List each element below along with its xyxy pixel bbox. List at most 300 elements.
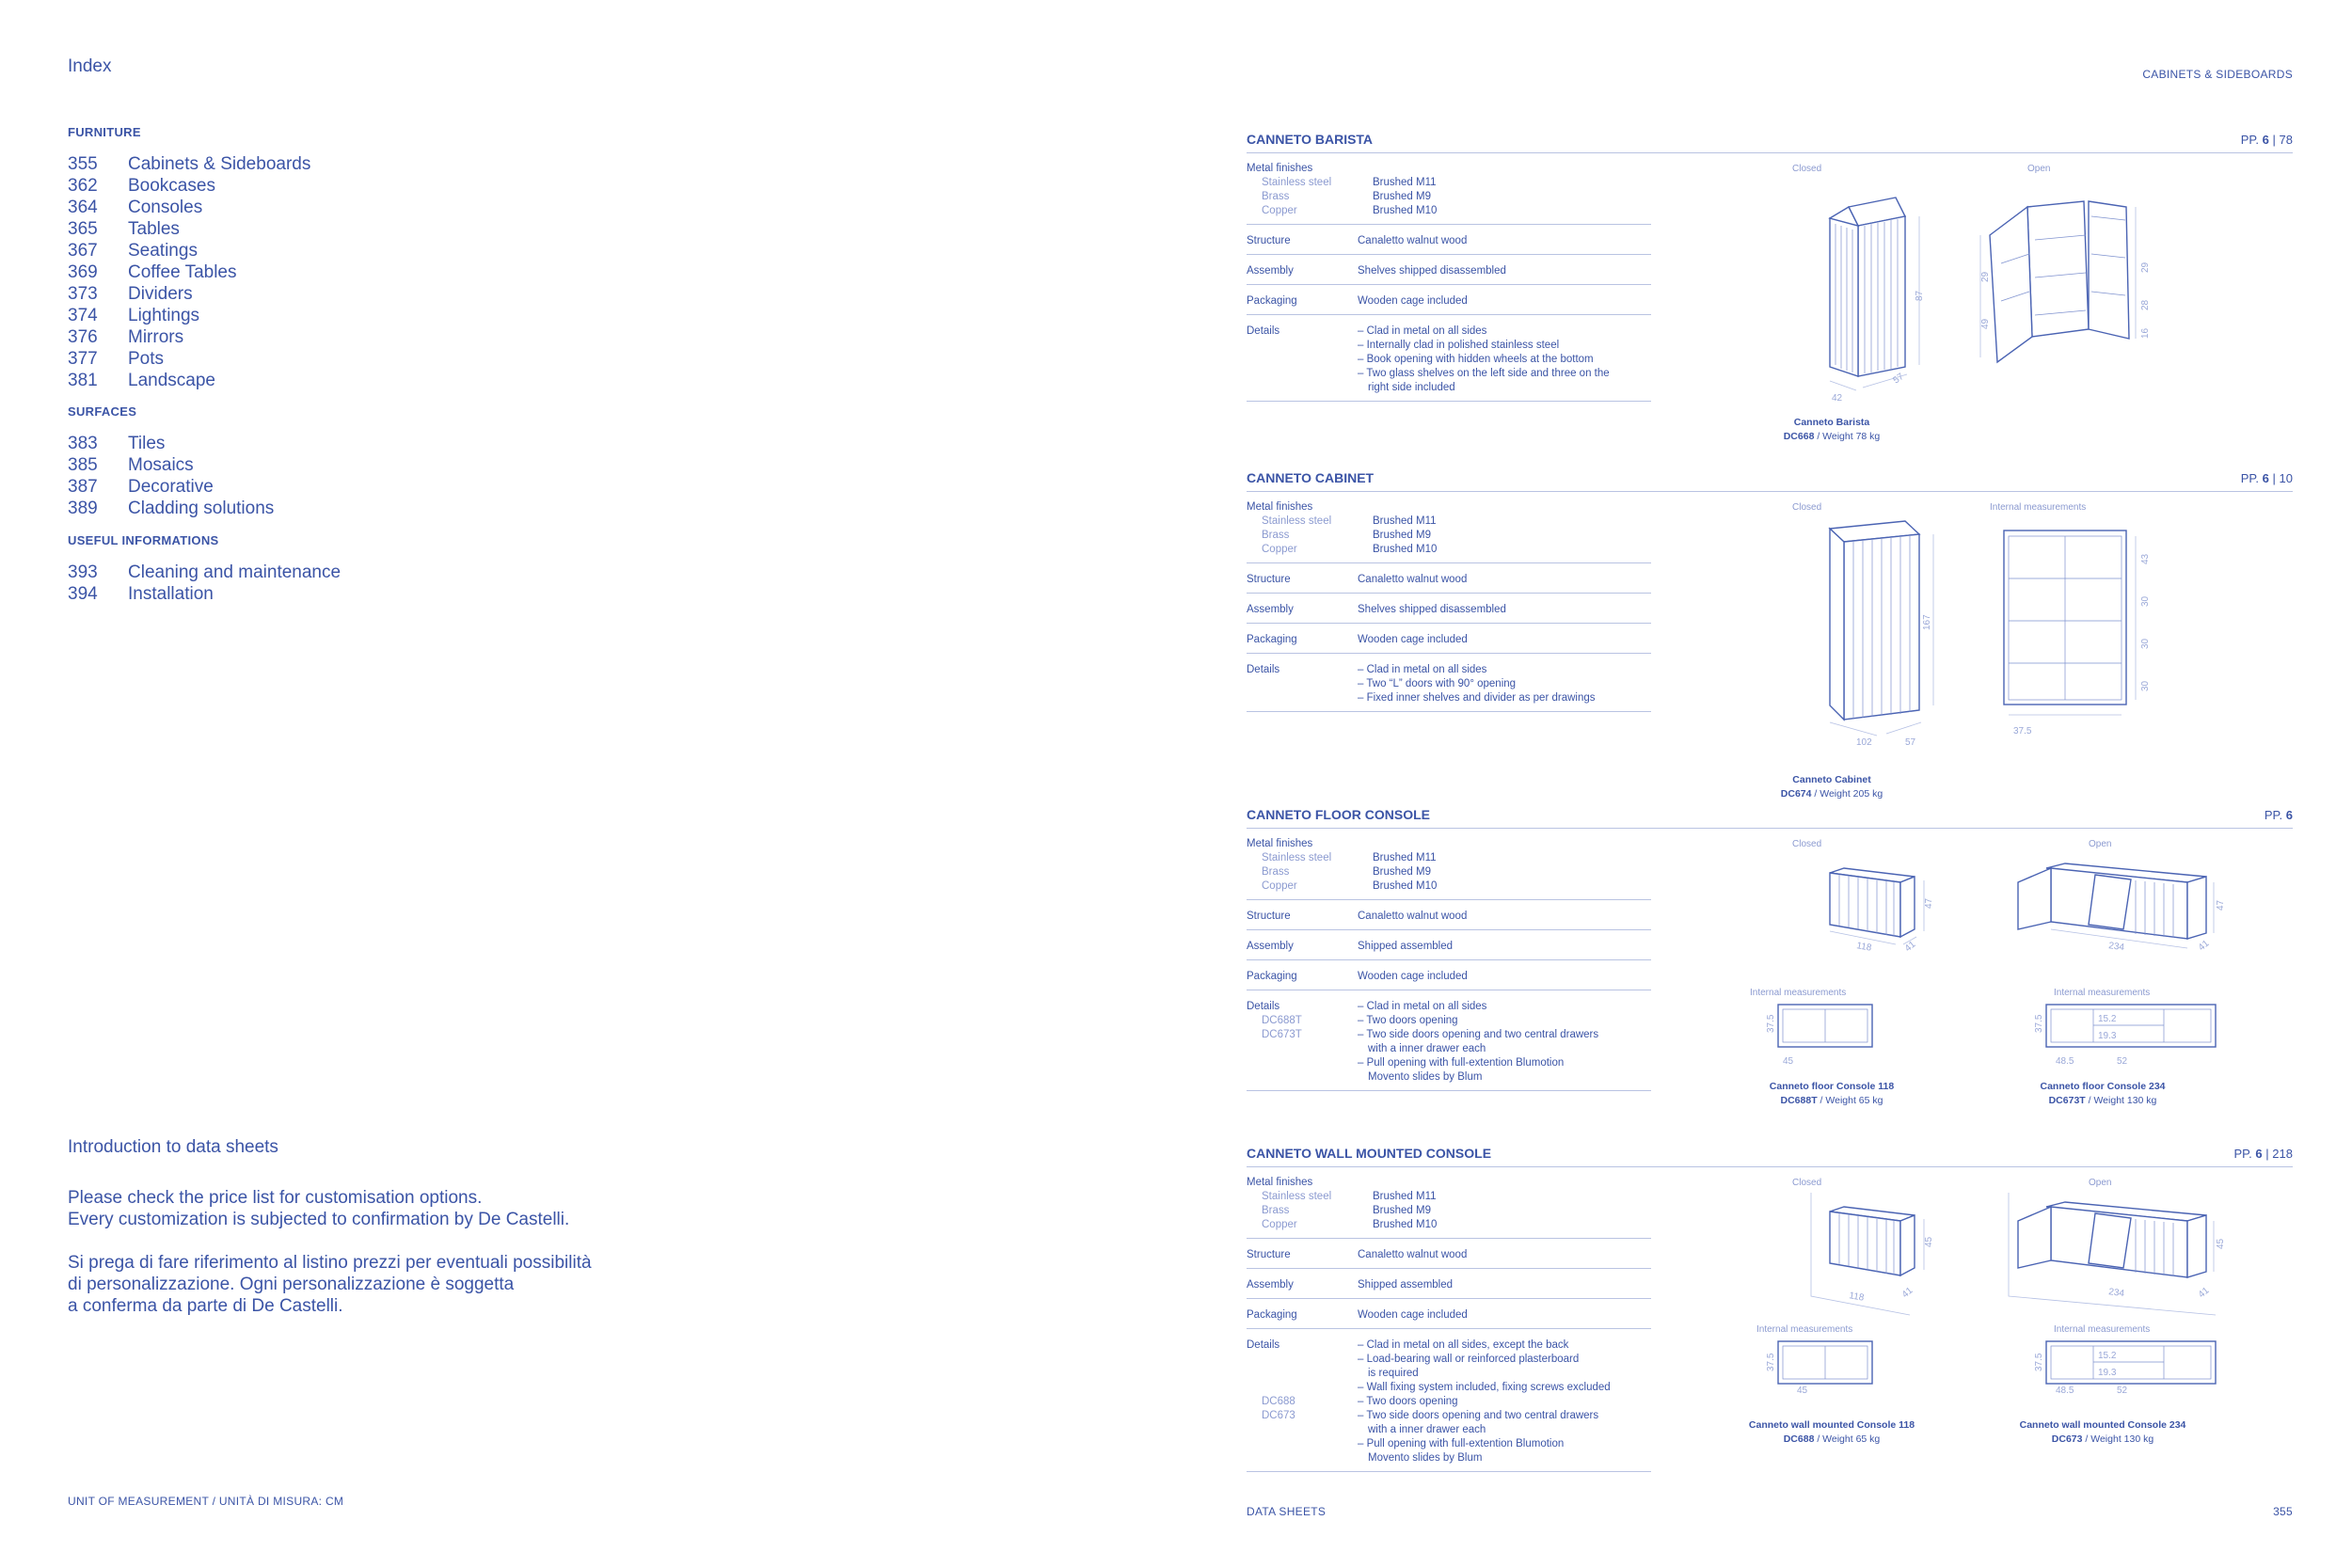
finish-name: Copper <box>1262 205 1297 216</box>
spec-value <box>1358 663 1651 705</box>
finish-name: Stainless steel <box>1262 515 1332 527</box>
detail-line: – Clad in metal on all sides, except the back <box>1358 1339 1569 1351</box>
spec-value: Wooden cage included <box>1358 1309 1468 1321</box>
finish-name: Brass <box>1262 191 1290 202</box>
index-page-number: 364 <box>68 198 98 217</box>
dim-int-w1: 45 <box>1783 1056 1794 1067</box>
finish-value: Brushed M10 <box>1373 205 1438 216</box>
index-label: Pots <box>128 349 165 369</box>
finish-name: Stainless steel <box>1262 852 1332 863</box>
detail-line: with a inner drawer each <box>1368 1043 1486 1054</box>
intro-heading: Introduction to data sheets <box>68 1137 278 1157</box>
page-title: Index <box>68 56 112 76</box>
view-label-closed: Closed <box>1792 164 1822 174</box>
dim-d1: 41 <box>1899 1285 1915 1301</box>
dim-drawer-1: 15.2 <box>2098 1351 2117 1361</box>
spec-finishes <box>1247 162 1651 225</box>
detail-line: Movento slides by Blum <box>1368 1452 1483 1464</box>
spec-structure <box>1247 1244 1651 1269</box>
dim-w2: 234 <box>2107 1287 2125 1300</box>
index-label: Dividers <box>128 284 193 304</box>
spec-label: Details <box>1247 1339 1280 1351</box>
dim-open-3: 29 <box>2140 261 2151 273</box>
index-item[interactable] <box>68 370 310 391</box>
index-label: Mosaics <box>128 455 194 475</box>
spec-label: Assembly <box>1247 265 1294 277</box>
separator: | <box>2272 133 2276 147</box>
dim-int-h1: 37.5 <box>1766 1014 1776 1033</box>
detail-line: – Two side doors opening and two central drawers <box>1358 1029 1599 1040</box>
finish-value: Brushed M9 <box>1373 1205 1432 1216</box>
product-name: CANNETO FLOOR CONSOLE <box>1247 807 1430 822</box>
dim-drawer-2: 19.3 <box>2098 1031 2117 1041</box>
dim-d2: 41 <box>2196 938 2212 954</box>
dim-drawer-1: 15.2 <box>2098 1014 2117 1024</box>
dim-depth: 57 <box>1905 737 1916 748</box>
view-label-open: Open <box>2089 1178 2112 1188</box>
index-page-number: 373 <box>68 284 98 304</box>
intro-line: a conferma da parte di De Castelli. <box>68 1296 343 1316</box>
spec-assembly <box>1247 599 1651 624</box>
footer-data-sheets: DATA SHEETS <box>1247 1505 1327 1518</box>
dim-open-2: 49 <box>1980 318 1991 329</box>
index-item[interactable] <box>68 454 274 476</box>
index-page-number: 381 <box>68 371 98 390</box>
index-list-furniture <box>68 153 310 391</box>
index-item[interactable] <box>68 476 274 498</box>
index-page-number: 393 <box>68 562 98 582</box>
floor-internal-drawings <box>1766 1005 2216 1067</box>
dim-int-4: 30 <box>2140 680 2151 691</box>
spec-packaging <box>1247 966 1651 990</box>
spec-packaging <box>1247 291 1651 315</box>
product-name: CANNETO BARISTA <box>1247 132 1374 147</box>
separator: | <box>2272 471 2276 485</box>
dim-height: 87 <box>1915 290 1925 301</box>
caption-weight: / Weight 130 kg <box>2088 1095 2157 1106</box>
product-pages[interactable] <box>2265 808 2293 822</box>
product-name: CANNETO CABINET <box>1247 470 1375 485</box>
spec-value: Shelves shipped disassembled <box>1358 604 1506 615</box>
spec-label: Packaging <box>1247 295 1297 307</box>
wall-closed-drawing <box>1811 1193 1934 1315</box>
barista-closed-drawing <box>1830 198 1925 404</box>
spec-structure <box>1247 906 1651 930</box>
index-page-number: 355 <box>68 154 98 174</box>
spec-assembly <box>1247 936 1651 960</box>
index-label: Coffee Tables <box>128 262 237 282</box>
caption-weight: / Weight 205 kg <box>1814 788 1883 800</box>
spec-details <box>1247 321 1651 402</box>
caption-code: DC673 <box>2051 1433 2083 1445</box>
finish-name: Brass <box>1262 530 1290 541</box>
spec-assembly <box>1247 1275 1651 1299</box>
product-caption-118 <box>1728 1080 1935 1108</box>
index-page-number: 376 <box>68 327 98 347</box>
index-item[interactable] <box>68 305 310 326</box>
index-label: Lightings <box>128 306 200 325</box>
barista-drawing <box>1736 179 2281 404</box>
intro-line: Please check the price list for customisation options. <box>68 1188 483 1208</box>
pp-label: PP. <box>2264 808 2283 822</box>
spec-value: Canaletto walnut wood <box>1358 235 1468 246</box>
finish-value: Brushed M10 <box>1373 1219 1438 1230</box>
finish-value: Brushed M9 <box>1373 530 1432 541</box>
index-heading-useful: USEFUL INFORMATIONS <box>68 533 219 547</box>
detail-line: Movento slides by Blum <box>1368 1071 1483 1083</box>
index-label: Landscape <box>128 371 215 390</box>
spec-finishes <box>1247 1176 1651 1239</box>
index-page-number: 385 <box>68 455 98 475</box>
barista-open-drawing <box>1980 201 2151 362</box>
index-item[interactable] <box>68 562 341 583</box>
index-item[interactable] <box>68 583 341 605</box>
caption-title: Canneto floor Console 234 <box>2040 1081 2166 1092</box>
spec-value: Shipped assembled <box>1358 1279 1454 1291</box>
dim-int-h2: 37.5 <box>2034 1353 2044 1371</box>
view-label-internal: Internal measurements <box>1756 1324 1853 1335</box>
page-ref: 6 <box>2255 1147 2263 1161</box>
dim-d1: 41 <box>1902 939 1918 955</box>
detail-line: – Load-bearing wall or reinforced plasterboard <box>1358 1354 1580 1365</box>
product-caption <box>1728 416 1935 444</box>
index-item[interactable] <box>68 433 274 454</box>
index-heading-furniture: FURNITURE <box>68 125 141 139</box>
detail-line: – Book opening with hidden wheels at the bottom <box>1358 354 1594 365</box>
page-ref: 78 <box>2279 133 2293 147</box>
product-header <box>1247 470 2293 492</box>
spec-packaging <box>1247 629 1651 654</box>
caption-title: Canneto wall mounted Console 118 <box>1748 1419 1915 1431</box>
dim-int-w1: 45 <box>1797 1386 1808 1396</box>
product-caption-118 <box>1709 1418 1954 1447</box>
index-item[interactable] <box>68 348 310 370</box>
spec-value <box>1358 1338 1651 1465</box>
spec-label: Assembly <box>1247 604 1294 615</box>
page-ref: 218 <box>2272 1147 2293 1161</box>
spec-label: Assembly <box>1247 1279 1294 1291</box>
index-label: Decorative <box>128 477 214 497</box>
index-item[interactable] <box>68 153 310 175</box>
product-cabinet <box>1247 470 2293 800</box>
caption-weight: / Weight 78 kg <box>1817 431 1881 442</box>
spec-table <box>1247 837 1651 1097</box>
index-page-number: 369 <box>68 262 98 282</box>
dim-open-1: 29 <box>1980 271 1991 282</box>
finish-name: Copper <box>1262 1219 1297 1230</box>
index-item[interactable] <box>68 283 310 305</box>
spec-table <box>1247 1176 1651 1478</box>
intro-line: Every customization is subjected to confirmation by De Castelli. <box>68 1210 570 1229</box>
dim-width: 42 <box>1832 393 1843 404</box>
index-heading-surfaces: SURFACES <box>68 404 137 419</box>
spec-table <box>1247 162 1651 407</box>
finish-name: Brass <box>1262 866 1290 878</box>
index-item[interactable] <box>68 218 310 240</box>
finish-value: Brushed M11 <box>1373 1191 1437 1202</box>
finish-value: Brushed M11 <box>1373 852 1437 863</box>
spec-label: Metal finishes <box>1247 501 1313 513</box>
product-pages[interactable] <box>2241 133 2293 147</box>
spec-value: Wooden cage included <box>1358 634 1468 645</box>
dim-int-w2: 48.5 <box>2056 1386 2074 1396</box>
product-header <box>1247 1146 2293 1167</box>
finish-value: Brushed M9 <box>1373 866 1432 878</box>
dim-depth: 57 <box>1891 372 1906 387</box>
caption-code: DC688T <box>1780 1095 1818 1106</box>
view-label-open: Open <box>2027 164 2051 174</box>
spec-label: Structure <box>1247 574 1291 585</box>
view-label-open: Open <box>2089 839 2112 849</box>
floor-closed-drawing <box>1830 868 1934 954</box>
dim-int-h2: 37.5 <box>2034 1014 2044 1033</box>
spec-label-group <box>1247 1000 1358 1085</box>
detail-line: – Pull opening with full-extention Blumotion <box>1358 1438 1565 1449</box>
index-label: Cladding solutions <box>128 499 275 518</box>
dim-int-w3: 52 <box>2117 1386 2128 1396</box>
dim-open-5: 16 <box>2140 327 2151 339</box>
dim-int-1: 43 <box>2140 553 2151 564</box>
spec-details <box>1247 659 1651 712</box>
index-item[interactable] <box>68 261 310 283</box>
spec-label: Structure <box>1247 911 1291 922</box>
dim-height: 167 <box>1922 614 1932 630</box>
dim-h2: 45 <box>2216 1238 2226 1249</box>
wall-console-drawing <box>1736 1193 2281 1418</box>
index-page-number: 394 <box>68 584 98 604</box>
floor-open-drawing <box>2018 863 2226 953</box>
caption-code: DC673T <box>2048 1095 2086 1106</box>
spec-label: Structure <box>1247 1249 1291 1260</box>
detail-line: – Internally clad in polished stainless steel <box>1358 340 1560 351</box>
index-label: Cleaning and maintenance <box>128 562 342 582</box>
pp-label: PP. <box>2240 133 2260 147</box>
dim-int-2: 30 <box>2140 595 2151 607</box>
detail-line: – Clad in metal on all sides <box>1358 1001 1487 1012</box>
view-label-internal: Internal measurements <box>2054 988 2151 998</box>
page-ref: 10 <box>2279 471 2293 485</box>
caption-code: DC668 <box>1783 431 1815 442</box>
dim-d2: 41 <box>2196 1285 2212 1301</box>
spec-label: Details <box>1247 1001 1280 1012</box>
finish-value: Brushed M9 <box>1373 191 1432 202</box>
index-page-number: 362 <box>68 176 98 196</box>
dim-h1: 47 <box>1924 897 1934 909</box>
finish-value: Brushed M10 <box>1373 544 1438 555</box>
spec-value <box>1358 325 1651 395</box>
product-wall-console <box>1247 1146 2293 1475</box>
spec-details <box>1247 1335 1651 1472</box>
finish-name: Copper <box>1262 880 1297 892</box>
wall-internal-drawings <box>1766 1341 2216 1396</box>
cabinet-internal-drawing <box>2004 531 2151 736</box>
product-header <box>1247 807 2293 829</box>
index-label: Bookcases <box>128 176 215 196</box>
spec-label: Metal finishes <box>1247 838 1313 849</box>
index-item[interactable] <box>68 326 310 348</box>
index-item[interactable] <box>68 498 274 519</box>
detail-line: – Fixed inner shelves and divider as per drawings <box>1358 692 1596 704</box>
dim-int-width: 37.5 <box>2013 726 2032 736</box>
detail-line: – Two glass shelves on the left side and three on the <box>1358 368 1610 379</box>
view-label-closed: Closed <box>1792 839 1822 849</box>
floor-console-drawing <box>1736 854 2281 1080</box>
caption-title: Canneto Cabinet <box>1792 774 1871 785</box>
dim-width: 102 <box>1856 737 1872 748</box>
view-label-closed: Closed <box>1792 502 1822 513</box>
spec-label: Details <box>1247 325 1280 337</box>
intro-line: Si prega di fare riferimento al listino prezzi per eventuali possibilità <box>68 1253 592 1273</box>
pp-label: PP. <box>2240 471 2260 485</box>
detail-line: with a inner drawer each <box>1368 1424 1486 1435</box>
dim-w1: 118 <box>1848 1291 1866 1304</box>
product-code: DC673 <box>1262 1410 1295 1421</box>
detail-line: is required <box>1368 1368 1419 1379</box>
unit-note: UNIT OF MEASUREMENT / UNITÀ DI MISURA: CM <box>68 1495 344 1508</box>
index-label: Consoles <box>128 198 203 217</box>
index-label: Seatings <box>128 241 198 261</box>
dim-int-3: 30 <box>2140 638 2151 649</box>
dim-h1: 45 <box>1924 1236 1934 1247</box>
spec-value: Wooden cage included <box>1358 295 1468 307</box>
cabinet-closed-drawing <box>1830 521 1933 748</box>
index-label: Cabinets & Sideboards <box>128 154 311 174</box>
dim-open-4: 28 <box>2140 299 2151 310</box>
index-page-number: 377 <box>68 349 98 369</box>
spec-finishes <box>1247 500 1651 563</box>
dim-w1: 118 <box>1855 941 1873 954</box>
detail-line: – Clad in metal on all sides <box>1358 325 1487 337</box>
product-pages[interactable] <box>2241 471 2293 485</box>
product-code: DC673T <box>1262 1029 1302 1040</box>
spec-structure <box>1247 230 1651 255</box>
detail-line: – Wall fixing system included, fixing screws excluded <box>1358 1382 1611 1393</box>
page-number: 355 <box>2273 1505 2293 1518</box>
page-ref: 6 <box>2262 133 2269 147</box>
spec-value: Shelves shipped disassembled <box>1358 265 1506 277</box>
caption-title: Canneto floor Console 118 <box>1769 1081 1895 1092</box>
page-ref: 6 <box>2285 808 2293 822</box>
spec-packaging <box>1247 1305 1651 1329</box>
spec-label-group <box>1247 1338 1358 1465</box>
caption-code: DC688 <box>1783 1433 1815 1445</box>
caption-weight: / Weight 130 kg <box>2085 1433 2154 1445</box>
spec-value: Canaletto walnut wood <box>1358 574 1468 585</box>
separator: | <box>2265 1147 2269 1161</box>
spec-value: Canaletto walnut wood <box>1358 911 1468 922</box>
spec-label: Packaging <box>1247 634 1297 645</box>
spec-value: Canaletto walnut wood <box>1358 1249 1468 1260</box>
index-page-number: 374 <box>68 306 98 325</box>
caption-title: Canneto wall mounted Console 234 <box>2019 1419 2186 1431</box>
finish-value: Brushed M11 <box>1373 515 1437 527</box>
product-caption-234 <box>1999 1080 2206 1108</box>
spec-value <box>1358 1000 1651 1085</box>
product-code: DC688 <box>1262 1396 1295 1407</box>
dim-int-w3: 52 <box>2117 1056 2128 1067</box>
spec-value: Wooden cage included <box>1358 971 1468 982</box>
index-page-number: 367 <box>68 241 98 261</box>
product-caption-234 <box>1980 1418 2225 1447</box>
intro-text-en <box>68 1187 569 1230</box>
caption-code: DC674 <box>1780 788 1812 800</box>
dim-w2: 234 <box>2107 941 2125 954</box>
spec-label: Metal finishes <box>1247 163 1313 174</box>
caption-weight: / Weight 65 kg <box>1817 1433 1881 1445</box>
spec-label: Structure <box>1247 235 1291 246</box>
spec-assembly <box>1247 261 1651 285</box>
finish-name: Brass <box>1262 1205 1290 1216</box>
index-item[interactable] <box>68 197 310 218</box>
view-label-internal: Internal measurements <box>1750 988 1847 998</box>
spec-label: Packaging <box>1247 1309 1297 1321</box>
index-label: Installation <box>128 584 214 604</box>
intro-text-it <box>68 1252 592 1317</box>
page-ref: 6 <box>2262 471 2269 485</box>
product-floor-console <box>1247 807 2293 1127</box>
index-label: Tiles <box>128 434 166 453</box>
spec-label: Packaging <box>1247 971 1297 982</box>
spec-finishes <box>1247 837 1651 900</box>
finish-name: Stainless steel <box>1262 1191 1332 1202</box>
product-code: DC688T <box>1262 1015 1302 1026</box>
product-barista <box>1247 132 2293 451</box>
view-label-closed: Closed <box>1792 1178 1822 1188</box>
detail-line: – Two “L” doors with 90° opening <box>1358 678 1517 689</box>
dim-h2: 47 <box>2216 899 2226 911</box>
finish-value: Brushed M10 <box>1373 880 1438 892</box>
caption-weight: / Weight 65 kg <box>1820 1095 1883 1106</box>
cabinet-drawing <box>1736 517 2281 752</box>
intro-line: di personalizzazione. Ogni personalizzazione è soggetta <box>68 1275 515 1294</box>
section-label: CABINETS & SIDEBOARDS <box>2142 68 2293 81</box>
finish-name: Copper <box>1262 544 1297 555</box>
detail-line: – Two doors opening <box>1358 1396 1458 1407</box>
index-list-surfaces <box>68 433 274 519</box>
index-list-useful <box>68 562 341 605</box>
product-name: CANNETO WALL MOUNTED CONSOLE <box>1247 1146 1492 1161</box>
finish-value: Brushed M11 <box>1373 177 1437 188</box>
dim-int-w2: 48.5 <box>2056 1056 2074 1067</box>
index-page-number: 387 <box>68 477 98 497</box>
spec-details <box>1247 996 1651 1091</box>
spec-structure <box>1247 569 1651 594</box>
dim-int-h1: 37.5 <box>1766 1353 1776 1371</box>
detail-line: – Two side doors opening and two central drawers <box>1358 1410 1599 1421</box>
finish-name: Stainless steel <box>1262 177 1332 188</box>
index-item[interactable] <box>68 175 310 197</box>
spec-label: Details <box>1247 664 1280 675</box>
dim-drawer-2: 19.3 <box>2098 1368 2117 1378</box>
product-caption <box>1728 773 1935 801</box>
detail-line: – Two doors opening <box>1358 1015 1458 1026</box>
index-page-number: 383 <box>68 434 98 453</box>
pp-label: PP. <box>2233 1147 2252 1161</box>
index-label: Tables <box>128 219 180 239</box>
wall-open-drawing <box>2009 1193 2226 1315</box>
product-header <box>1247 132 2293 153</box>
view-label-internal: Internal measurements <box>1990 502 2087 513</box>
spec-table <box>1247 500 1651 718</box>
index-page-number: 365 <box>68 219 98 239</box>
index-item[interactable] <box>68 240 310 261</box>
caption-title: Canneto Barista <box>1793 417 1870 428</box>
spec-value: Shipped assembled <box>1358 941 1454 952</box>
view-label-internal: Internal measurements <box>2054 1324 2151 1335</box>
product-pages[interactable] <box>2234 1147 2293 1161</box>
detail-line: right side included <box>1368 382 1455 393</box>
detail-line: – Pull opening with full-extention Blumotion <box>1358 1057 1565 1069</box>
